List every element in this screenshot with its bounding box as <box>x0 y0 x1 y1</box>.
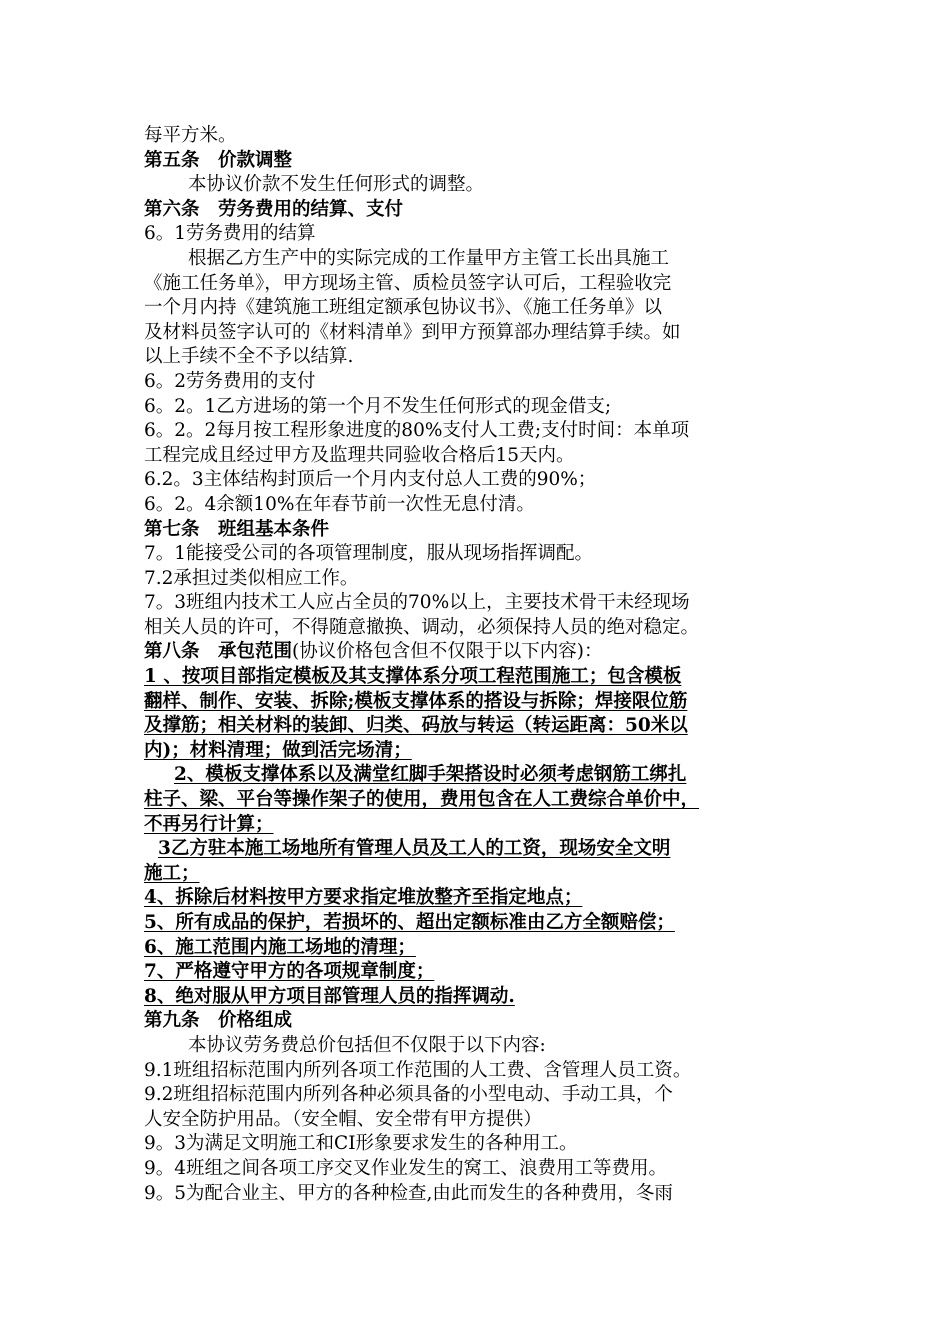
text-line: 6。2。1乙方进场的第一个月不发生任何形式的现金借支; <box>144 395 612 417</box>
text-line: 9。4班组之间各项工序交叉作业发生的窝工、浪费用工等费用。 <box>144 1157 668 1179</box>
scope-item-7: 7、严格遵守甲方的各项规章制度； <box>144 961 435 983</box>
scope-item-2: 柱子、梁、平台等操作架子的使用，费用包含在人工费综合单价中， <box>144 789 700 811</box>
text-line: 相关人员的许可，不得随意撤换、调动，必须保持人员的绝对稳定。 <box>144 616 700 638</box>
text-line: 7。1能接受公司的各项管理制度，服从现场指挥调配。 <box>144 543 594 565</box>
text-line: 根据乙方生产中的实际完成的工作量甲方主管工长出具施工 <box>188 247 670 269</box>
text-line: 9。5为配合业主、甲方的各种检查,由此而发生的各种费用，冬雨 <box>144 1182 673 1204</box>
text-line: 一个月内持《建筑施工班组定额承包协议书》、《施工任务单》以 <box>144 297 663 319</box>
scope-item-1: 及撑筋；相关材料的装卸、归类、码放与转运（转运距离：50米以 <box>144 715 688 737</box>
text-line: 本协议劳务费总价包括但不仅限于以下内容: <box>188 1034 546 1056</box>
document-page <box>144 124 824 1206</box>
text-line: 《施工任务单》，甲方现场主管、质检员签字认可后，工程验收完 <box>144 272 672 294</box>
article-9-heading: 第九条 价格组成 <box>144 1010 293 1032</box>
scope-item-2: 2、模板支撑体系以及满堂红脚手架搭设时必须考虑钢筋工绑扎 <box>174 764 687 786</box>
text-line: 7。3班组内技术工人应占全员的70%以上，主要技术骨干未经现场 <box>144 592 690 614</box>
article-8-note: (协议价格包含但不仅限于以下内容)： <box>292 641 603 663</box>
scope-item-4: 4、拆除后材料按甲方要求指定堆放整齐至指定地点； <box>144 887 583 909</box>
article-5-heading: 第五条 价款调整 <box>144 149 293 171</box>
scope-item-1: 内)；材料清理；做到活完场清； <box>144 739 412 761</box>
text-line: 7.2承担过类似相应工作。 <box>144 567 359 589</box>
scope-item-3: 施工； <box>144 862 200 884</box>
article-8-heading: 第八条 承包范围 <box>144 641 293 663</box>
scope-item-1: 1 、按项目部指定模板及其支撑体系分项工程范围施工；包含模板 <box>144 666 682 688</box>
text-line: 6.2。3主体结构封顶后一个月内支付总人工费的90%； <box>144 469 597 491</box>
scope-item-3: 3乙方驻本施工场地所有管理人员及工人的工资，现场安全文明 <box>158 838 671 860</box>
text-line: 6。2。4余额10%在年春节前一次性无息付清。 <box>144 493 535 515</box>
article-6-heading: 第六条 劳务费用的结算、支付 <box>144 198 404 220</box>
article-7-heading: 第七条 班组基本条件 <box>144 518 330 540</box>
scope-item-2: 不再另行计算； <box>144 813 274 835</box>
text-line: 及材料员签字认可的《材料清单》到甲方预算部办理结算手续。如 <box>144 321 681 343</box>
text-line: 以上手续不全不予以结算. <box>144 346 354 368</box>
text-line: 工程完成且经过甲方及监理共同验收合格后15天内。 <box>144 444 575 466</box>
scope-item-1: 翻样、制作、安装、拆除;模板支撑体系的搭设与拆除；焊接限位筋 <box>144 690 688 712</box>
text-line: 9。3为满足文明施工和CI形象要求发生的各种用工。 <box>144 1133 578 1155</box>
article-8-heading-line <box>144 640 824 665</box>
text-line: 6。2劳务费用的支付 <box>144 370 316 392</box>
scope-item-5: 5、所有成品的保护，若损坏的、超出定额标准由乙方全额赔偿； <box>144 912 675 933</box>
text-line: 6。2。2每月按工程形象进度的80%支付人工费;支付时间：本单项 <box>144 420 690 442</box>
text-line: 9.1班组招标范围内所列各项工作范围的人工费、含管理人员工资。 <box>144 1059 692 1081</box>
text-line: 人安全防护用品。（安全帽、安全带有甲方提供） <box>144 1108 542 1130</box>
text-line: 每平方米。 <box>144 125 237 146</box>
text-line: 本协议价款不发生任何形式的调整。 <box>188 174 485 196</box>
scope-item-6: 6、施工范围内施工场地的清理； <box>144 936 416 958</box>
text-line: 9.2班组招标范围内所列各种必须具备的小型电动、手动工具，个 <box>144 1084 673 1106</box>
scope-item-8: 8、绝对服从甲方项目部管理人员的指挥调动. <box>144 985 515 1007</box>
text-line: 6。1劳务费用的结算 <box>144 223 316 245</box>
